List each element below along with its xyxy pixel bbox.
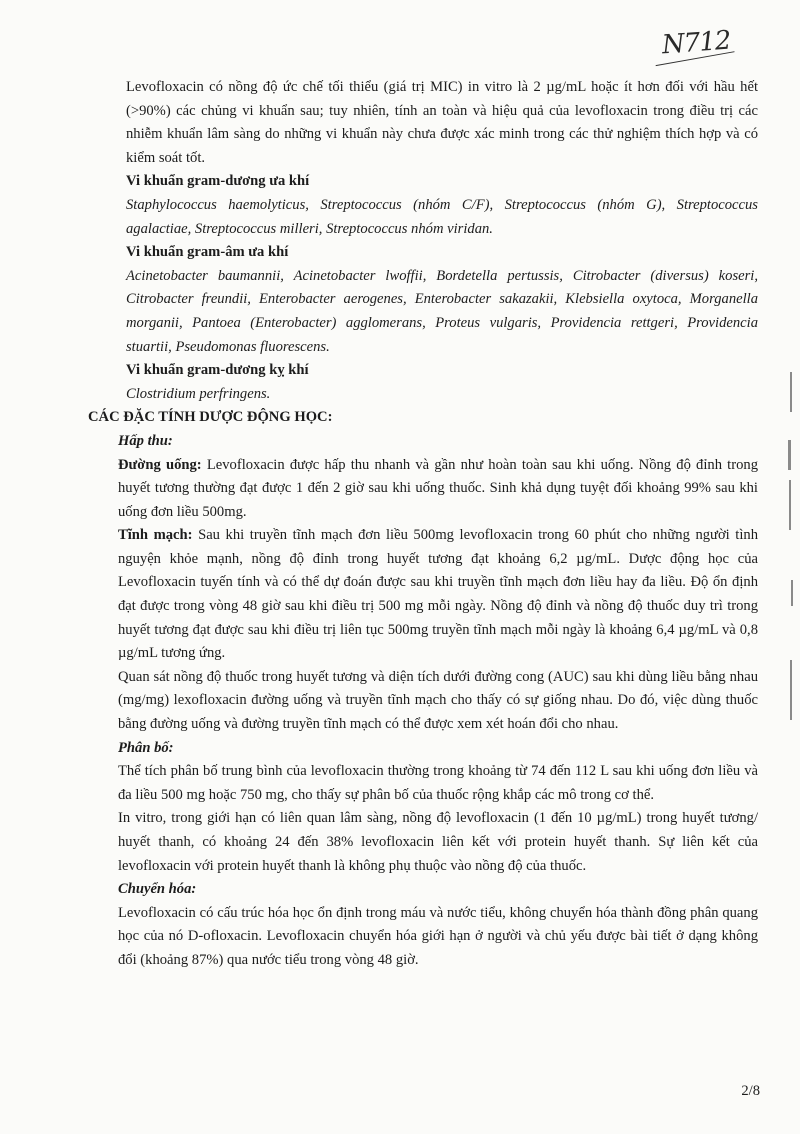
group-organisms-gram-positive-anaerobic: Clostridium perfringens. xyxy=(126,385,271,402)
iv-paragraph xyxy=(118,524,758,666)
absorption-title: Hấp thu: xyxy=(118,432,173,449)
distribution-paragraph-2: In vitro, trong giới hạn có liên quan lâm sàng, nồng độ levofloxacin (1 đến 10 µg/mL) trong huyết tương/ huyết thanh, có khoảng 24 đến 38% levofloxacin liên kết với protein huyết thanh. Sự liên kết của levofloxacin với protein huyết thanh là không phụ thuộc vào nồng độ của thuốc. xyxy=(118,810,758,874)
scan-edge-mark xyxy=(789,480,791,530)
distribution-paragraph-1: Thể tích phân bố trung bình của levofloxacin thường trong khoảng từ 74 đến 112 L sau khi uống đơn liều và đa liều 500 mg hoặc 750 mg, cho thấy sự phân bố của thuốc rộng khắp các mô trong cơ thể. xyxy=(118,763,758,803)
iv-text: Sau khi truyền tĩnh mạch đơn liều 500mg levofloxacin trong 60 phút cho những người tình nguyện khỏe mạnh, nồng độ đỉnh trong huyết tương đạt khoảng 6,2 µg/mL. Dược động học của Levofloxacin tuyến tính và có thể dự đoán được sau khi truyền tĩnh mạch đơn liều hay đa liều. Độ ổn định đạt được trong vòng 48 giờ sau khi điều trị 500 mg mỗi ngày. Nồng độ đỉnh và nồng độ thuốc duy trì trong huyết tương đạt được sau khi điều trị liên tục 500mg truyền tĩnh mạch mỗi ngày là khoảng 6,4 µg/mL và 0,8 µg/mL tương ứng. xyxy=(118,527,759,662)
absorption-section xyxy=(118,430,758,973)
page-number: 2/8 xyxy=(741,1083,760,1099)
group-organisms-gram-negative-aerobic: Acinetobacter baumannii, Acinetobacter lwoffii, Bordetella pertussis, Citrobacter (diversus) koseri, Citrobacter freundii, Enterobacter aerogenes, Enterobacter sakazakii, Klebsiella oxytoca, Morganella morganii, Pantoea (Enterobacter) agglomerans, Proteus vulgaris, Providencia rettgeri, Providencia stuartii, Pseudomonas fluorescens. xyxy=(126,267,758,355)
intro-paragraph: Levofloxacin có nồng độ ức chế tối thiểu (giá trị MIC) in vitro là 2 µg/mL hoặc ít hơn đối với hầu hết (>90%) các chủng vi khuẩn sau; tuy nhiên, tính an toàn và hiệu quả của levofloxacin trong điều trị các nhiễm khuẩn lâm sàng do những vi khuẩn này chưa được xác minh trong các thử nghiệm thích hợp và có kiểm soát tốt. xyxy=(126,79,758,166)
comparison-paragraph: Quan sát nồng độ thuốc trong huyết tương và diện tích dưới đường cong (AUC) sau khi dùng liều bằng nhau (mg/mg) lexofloxacin đường uống và truyền tĩnh mạch cho thấy có sự giống nhau. Do đó, việc dùng thuốc bằng đường uống và đường truyền tĩnh mạch có thể được xem xét hoán đổi cho nhau. xyxy=(118,668,758,733)
scan-edge-mark xyxy=(788,440,791,470)
scan-edge-mark xyxy=(790,372,792,412)
metabolism-paragraph: Levofloxacin có cấu trúc hóa học ổn định trong máu và nước tiểu, không chuyển hóa thành đồng phân quang học của nó D-ofloxacin. Levofloxacin chuyển hóa giới hạn ở người và chủ yếu được bài tiết ở dạng không đổi (khoảng 87%) qua nước tiểu trong vòng 48 giờ. xyxy=(118,904,758,968)
scan-edge-mark xyxy=(791,580,793,606)
handwritten-mark: N712 xyxy=(660,25,731,61)
scan-edge-mark xyxy=(790,660,792,720)
iv-label: Tĩnh mạch: xyxy=(118,527,193,544)
group-heading-gram-positive-anaerobic: Vi khuẩn gram-dương kỵ khí xyxy=(126,362,309,379)
distribution-title: Phân bố: xyxy=(118,739,174,756)
group-heading-gram-negative-aerobic: Vi khuẩn gram-âm ưa khí xyxy=(126,244,289,261)
document-body xyxy=(88,76,759,973)
oral-label: Đường uống: xyxy=(118,456,202,473)
oral-text: Levofloxacin được hấp thu nhanh và gần như hoàn toàn sau khi uống. Nồng độ đỉnh trong huyết tương thường đạt được 1 đến 2 giờ sau khi uống thuốc. Sinh khả dụng tuyệt đối khoảng 99% sau khi uống đơn liều 500mg. xyxy=(118,456,758,520)
oral-paragraph xyxy=(118,454,758,525)
metabolism-title: Chuyển hóa: xyxy=(118,881,197,898)
group-organisms-gram-positive-aerobic: Staphylococcus haemolyticus, Streptococcus (nhóm C/F), Streptococcus (nhóm G), Streptococcus agalactiae, Streptococcus milleri, Streptococcus nhóm viridan. xyxy=(126,196,758,237)
group-heading-gram-positive-aerobic: Vi khuẩn gram-dương ưa khí xyxy=(126,173,310,190)
pk-section-title: CÁC ĐẶC TÍNH DƯỢC ĐỘNG HỌC: xyxy=(88,409,333,426)
